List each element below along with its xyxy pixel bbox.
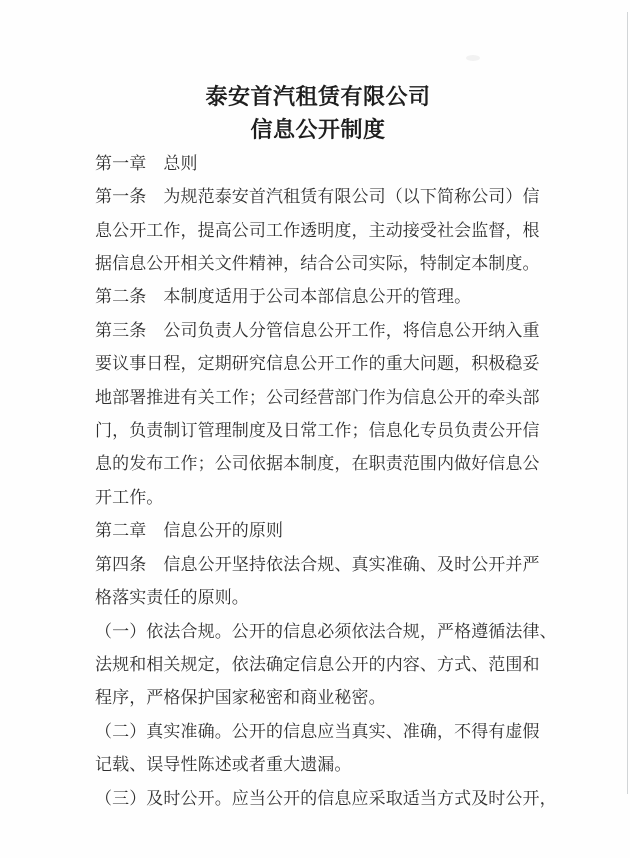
chapter-heading: 第一章 总则 <box>95 153 198 173</box>
scan-smudge <box>466 55 480 61</box>
document-line: （二）真实准确。公开的信息应当真实、准确，不得有虚假 <box>95 721 540 741</box>
document-line: 要议事日程，定期研究信息公开工作的重大问题，积极稳妥 <box>95 354 540 374</box>
chapter-heading: 第二章 信息公开的原则 <box>95 521 284 541</box>
document-line: （一）依法合规。公开的信息必须依法合规，严格遵循法律、 <box>95 621 557 641</box>
document-line: 第四条 信息公开坚持依法合规、真实准确、及时公开并严 <box>95 554 540 574</box>
document-subtitle: 信息公开制度 <box>250 117 386 143</box>
document-content <box>95 80 557 815</box>
document-line: 第一条 为规范泰安首汽租赁有限公司（以下简称公司）信 <box>95 187 540 207</box>
document-line: 程序，严格保护国家秘密和商业秘密。 <box>95 688 386 708</box>
document-line: 息的发布工作；公司依据本制度，在职责范围内做好信息公 <box>95 454 540 474</box>
document-line: 开工作。 <box>95 487 164 507</box>
document-line: 第三条 公司负责人分管信息公开工作，将信息公开纳入重 <box>95 320 540 340</box>
document-line: 格落实责任的原则。 <box>95 588 249 608</box>
document-line: 地部署推进有关工作；公司经营部门作为信息公开的牵头部 <box>95 387 540 407</box>
document-line: （三）及时公开。应当公开的信息应采取适当方式及时公开， <box>95 788 557 808</box>
document-line: 息公开工作，提高公司工作透明度，主动接受社会监督，根 <box>95 220 540 240</box>
document-line: 门，负责制订管理制度及日常工作；信息化专员负责公开信 <box>95 421 540 441</box>
document-line: 据信息公开相关文件精神，结合公司实际，特制定本制度。 <box>95 254 540 274</box>
document-line: 记载、误导性陈述或者重大遗漏。 <box>95 755 352 775</box>
document-line: 第二条 本制度适用于公司本部信息公开的管理。 <box>95 287 472 307</box>
document-line: 法规和相关规定，依法确定信息公开的内容、方式、范围和 <box>95 654 540 674</box>
scan-edge-line <box>627 12 628 794</box>
document-title: 泰安首汽租赁有限公司 <box>205 84 431 109</box>
